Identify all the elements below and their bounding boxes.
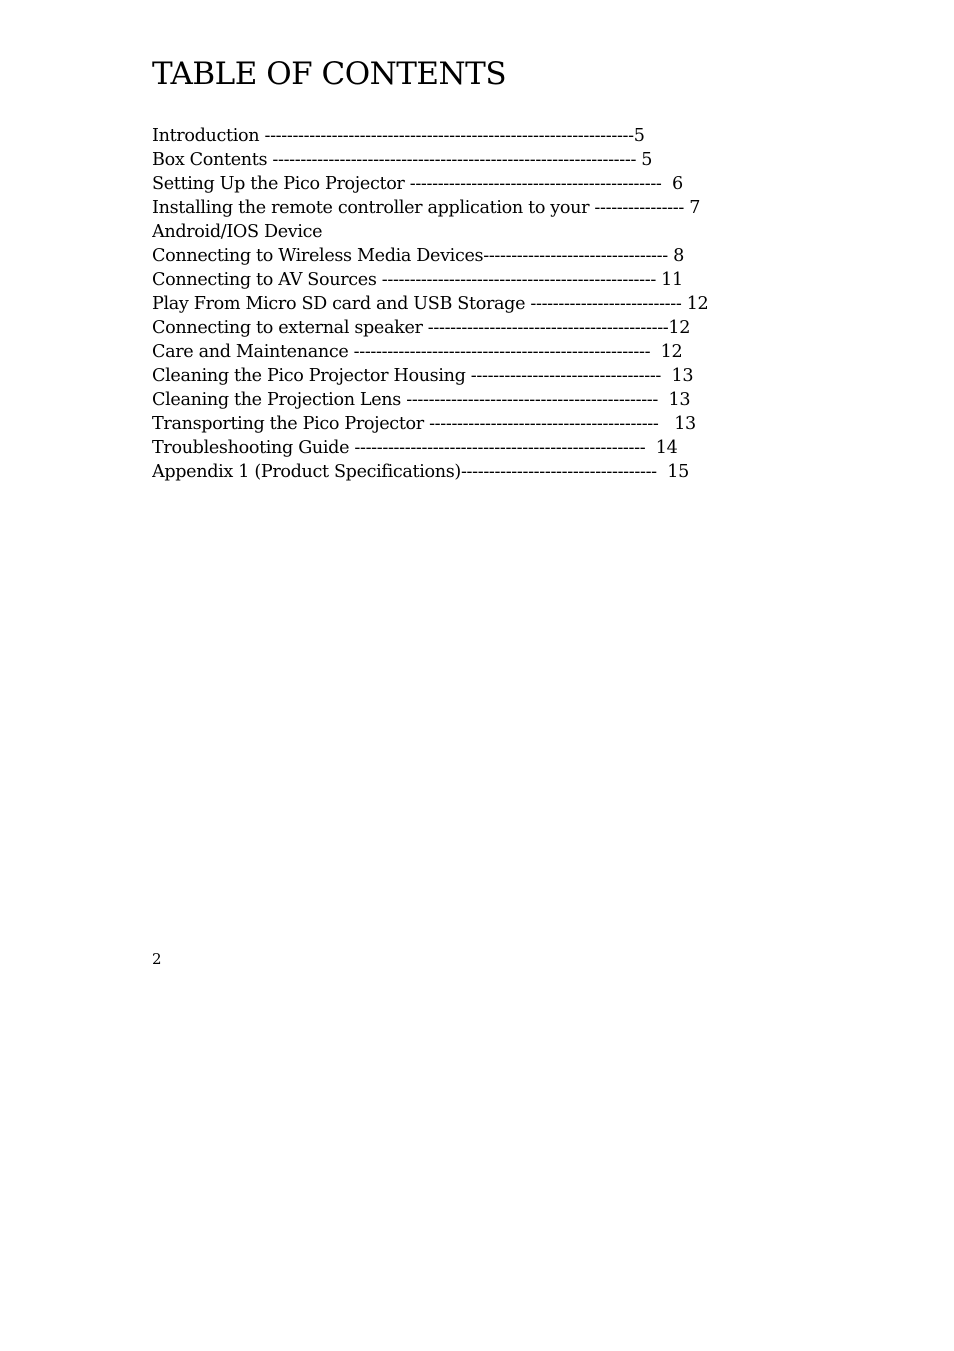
toc-entry-title: Cleaning the Projection Lens [152,390,401,410]
toc-entry-title: Connecting to Wireless Media Devices [152,246,484,266]
toc-page-number: 5 [633,126,645,146]
toc-entry-title: Installing the remote controller application to your [152,198,590,218]
toc-dot-leader: --------------------------------------------- [404,174,672,194]
toc-entry-title: Connecting to AV Sources [152,270,377,290]
toc-dot-leader: ---------------------------------- [465,366,672,386]
toc-page-number: 15 [667,462,689,482]
toc-page-number: 8 [673,246,684,266]
toc-dot-leader: ---------------------------------------------------- [349,438,656,458]
toc-entry-cleaning-housing[interactable] [152,364,722,388]
toc-entry-installing-remote-app[interactable] [152,196,722,220]
toc-entry-introduction[interactable] [152,124,722,148]
toc-entry-box-contents[interactable] [152,148,722,172]
toc-entry-title: Care and Maintenance [152,342,349,362]
toc-dot-leader: ------------------------------------------------------------------ [259,126,634,146]
toc-page-number: 6 [672,174,683,194]
page-number: 2 [152,950,162,968]
toc-entry-troubleshooting[interactable] [152,436,722,460]
toc-entry-installing-remote-app-continued[interactable] [152,220,722,244]
toc-dot-leader: ------------------------------------------------- [376,270,662,290]
toc-page-number: 13 [668,390,691,410]
toc-dot-leader: ----------------------------------- [460,462,668,482]
toc-entry-av-sources[interactable] [152,268,722,292]
table-of-contents [152,124,722,484]
toc-page-number: 11 [661,270,683,290]
toc-page-number: 12 [686,294,709,314]
toc-page-number: 13 [674,414,696,434]
toc-dot-leader: --------------------------------------------- [400,390,669,410]
toc-entry-title: Appendix 1 (Product Specifications) [152,462,461,482]
toc-entry-setting-up[interactable] [152,172,722,196]
toc-entry-title: Setting Up the Pico Projector [152,174,405,194]
toc-entry-title: Android/IOS Device [152,222,323,242]
toc-entry-title: Transporting the Pico Projector [152,414,424,434]
toc-page-number: 7 [689,198,701,218]
toc-entry-wireless-media[interactable] [152,244,722,268]
toc-dot-leader: ----------------------------------------------------------------- [267,150,642,170]
toc-entry-appendix-1[interactable] [152,460,722,484]
toc-entry-title: Box Contents [152,150,268,170]
toc-entry-cleaning-lens[interactable] [152,388,722,412]
toc-dot-leader: ---------------- [589,198,690,218]
toc-entry-title: Introduction [152,126,260,146]
toc-dot-leader: ----------------------------------------------------- [348,342,661,362]
toc-entry-transporting[interactable] [152,412,722,436]
toc-entry-care-maintenance[interactable] [152,340,722,364]
toc-page-number: 12 [660,342,683,362]
toc-dot-leader: ------------------------------------------- [422,318,669,338]
toc-entry-title: Cleaning the Pico Projector Housing [152,366,466,386]
toc-page-number: 14 [655,438,678,458]
toc-entry-micro-sd-usb[interactable] [152,292,722,316]
toc-page-number: 13 [671,366,694,386]
toc-entry-title: Connecting to external speaker [152,318,423,338]
toc-entry-title: Play From Micro SD card and USB Storage [152,294,526,314]
toc-entry-title: Troubleshooting Guide [152,438,350,458]
toc-page-number: 12 [668,318,691,338]
toc-dot-leader: --------------------------- [525,294,687,314]
page-title: TABLE OF CONTENTS [152,56,507,92]
toc-entry-external-speaker[interactable] [152,316,722,340]
toc-page-number: 5 [641,150,653,170]
toc-dot-leader: ----------------------------------------- [423,414,675,434]
toc-dot-leader: --------------------------------- [483,246,674,266]
